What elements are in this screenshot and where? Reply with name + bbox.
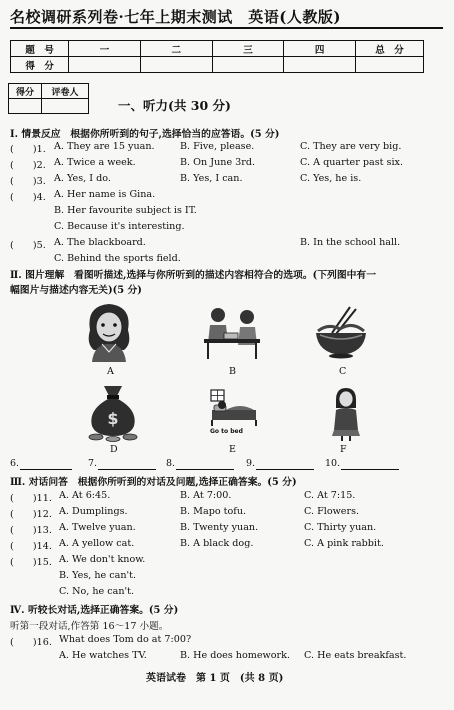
q13-option-c[interactable]: C. Thirty yuan.: [304, 522, 377, 533]
picture-label-d: D: [110, 444, 118, 455]
q14-option-b[interactable]: B. A black dog.: [180, 538, 254, 549]
blank-8-line[interactable]: [176, 469, 234, 470]
score-cell-total: 总 分: [356, 41, 424, 57]
part2-heading-line1: Ⅱ. 图片理解 看图听描述,选择与你所听到的描述内容相符合的选项。(下列图中有一: [10, 270, 377, 281]
grader-table: [8, 83, 89, 114]
blank-6-line[interactable]: [20, 469, 72, 470]
q16-option-a[interactable]: A. He watches TV.: [59, 650, 147, 661]
score-input[interactable]: [356, 57, 424, 73]
blank-9-label: 9.: [246, 458, 256, 469]
part3-heading: Ⅲ. 对话问答 根据你所听到的对话及问题,选择正确答案。(5 分): [10, 477, 297, 488]
picture-f-woman: [330, 386, 362, 442]
q4-number[interactable]: ( )4.: [10, 192, 46, 203]
q15-option-c[interactable]: C. No, he can't.: [59, 586, 135, 597]
score-cell-4: 四: [284, 41, 356, 57]
score-header-row: [11, 41, 424, 57]
part4-heading: Ⅳ. 听较长对话,选择正确答案。(5 分): [10, 605, 179, 616]
blank-10-label: 10.: [325, 458, 341, 469]
picture-c-noodle-bowl: [310, 305, 372, 359]
exam-title: 名校调研系列卷·七年上期末测试 英语(人教版): [10, 8, 341, 26]
q3-option-b[interactable]: B. Yes, I can.: [180, 173, 243, 184]
q1-option-a[interactable]: A. They are 15 yuan.: [54, 141, 155, 152]
q3-number[interactable]: ( )3.: [10, 176, 46, 187]
score-input[interactable]: [284, 57, 356, 73]
score-table: [10, 40, 424, 73]
blank-8-label: 8.: [166, 458, 176, 469]
q2-option-a[interactable]: A. Twice a week.: [54, 157, 136, 168]
q11-option-c[interactable]: C. At 7:15.: [304, 490, 356, 501]
q2-option-b[interactable]: B. On June 3rd.: [180, 157, 256, 168]
blank-10-line[interactable]: [341, 469, 399, 470]
q15-option-a[interactable]: A. We don't know.: [59, 554, 146, 565]
q14-option-c[interactable]: C. A pink rabbit.: [304, 538, 384, 549]
q4-option-b[interactable]: B. Her favourite subject is IT.: [54, 205, 197, 216]
q13-option-a[interactable]: A. Twelve yuan.: [59, 522, 136, 533]
score-cell-label: 题 号: [11, 41, 69, 57]
picture-label-e: E: [229, 444, 236, 455]
q16-stem: What does Tom do at 7:00?: [59, 634, 192, 645]
score-input[interactable]: [212, 57, 284, 73]
q11-option-b[interactable]: B. At 7:00.: [180, 490, 232, 501]
q4-option-c[interactable]: C. Because it's interesting.: [54, 221, 185, 232]
q5-number[interactable]: ( )5.: [10, 240, 46, 251]
picture-label-b: B: [229, 366, 236, 377]
score-cell-1: 一: [69, 41, 141, 57]
q13-option-b[interactable]: B. Twenty yuan.: [180, 522, 259, 533]
picture-label-a: A: [107, 366, 114, 377]
q2-number[interactable]: ( )2.: [10, 160, 46, 171]
q5-option-b[interactable]: B. In the school hall.: [300, 237, 401, 248]
q1-number[interactable]: ( )1.: [10, 144, 46, 155]
go-to-bed-caption: Go to bed: [210, 428, 243, 435]
q15-number[interactable]: ( )15.: [10, 557, 52, 568]
q1-option-b[interactable]: B. Five, please.: [180, 141, 255, 152]
q15-option-b[interactable]: B. Yes, he can't.: [59, 570, 137, 581]
score-value-row: [11, 57, 424, 73]
page-footer: 英语试卷 第 1 页 (共 8 页): [146, 673, 284, 684]
blank-9-line[interactable]: [256, 469, 314, 470]
title-rule: [10, 27, 443, 29]
grader-name-label: 评卷人: [42, 84, 89, 99]
q5-option-c[interactable]: C. Behind the sports field.: [54, 253, 181, 264]
score-input[interactable]: [69, 57, 141, 73]
q14-number[interactable]: ( )14.: [10, 541, 52, 552]
q3-option-a[interactable]: A. Yes, I do.: [54, 173, 111, 184]
q5-option-a[interactable]: A. The blackboard.: [54, 237, 146, 248]
picture-b-people-at-table: [200, 303, 264, 361]
score-input[interactable]: [140, 57, 212, 73]
q16-number[interactable]: ( )16.: [10, 637, 52, 648]
q3-option-c[interactable]: C. Yes, he is.: [300, 173, 362, 184]
q14-option-a[interactable]: A. A yellow cat.: [59, 538, 135, 549]
q4-option-a[interactable]: A. Her name is Gina.: [54, 189, 156, 200]
q12-number[interactable]: ( )12.: [10, 509, 52, 520]
score-row-label: 得 分: [11, 57, 69, 73]
q1-option-c[interactable]: C. They are very big.: [300, 141, 402, 152]
score-cell-2: 二: [140, 41, 212, 57]
grader-score-input[interactable]: [9, 99, 42, 114]
picture-a-girl: [78, 300, 140, 362]
part1-heading: Ⅰ. 情景反应 根据你所听到的句子,选择恰当的应答语。(5 分): [10, 129, 280, 140]
picture-label-f: F: [340, 444, 347, 455]
score-cell-3: 三: [212, 41, 284, 57]
picture-d-money-bag: [82, 380, 144, 442]
svg-text:$: $: [107, 409, 119, 428]
q12-option-b[interactable]: B. Mapo tofu.: [180, 506, 247, 517]
q16-option-c[interactable]: C. He eats breakfast.: [304, 650, 407, 661]
q11-option-a[interactable]: A. At 6:45.: [59, 490, 111, 501]
blank-7-label: 7.: [88, 458, 98, 469]
section-title: 一、听力(共 30 分): [118, 98, 231, 113]
blank-7-line[interactable]: [98, 469, 156, 470]
part4-subheading: 听第一段对话,作答第 16～17 小题。: [10, 621, 169, 632]
grader-score-label: 得分: [9, 84, 42, 99]
q12-option-c[interactable]: C. Flowers.: [304, 506, 360, 517]
part2-heading-line2: 幅图片与描述内容无关)(5 分): [10, 285, 142, 296]
q11-number[interactable]: ( )11.: [10, 493, 52, 504]
blank-6-label: 6.: [10, 458, 20, 469]
q2-option-c[interactable]: C. A quarter past six.: [300, 157, 404, 168]
q13-number[interactable]: ( )13.: [10, 525, 52, 536]
q12-option-a[interactable]: A. Dumplings.: [59, 506, 128, 517]
q16-option-b[interactable]: B. He does homework.: [180, 650, 290, 661]
picture-label-c: C: [339, 366, 347, 377]
picture-e-bed: [208, 388, 260, 428]
grader-name-input[interactable]: [42, 99, 89, 114]
